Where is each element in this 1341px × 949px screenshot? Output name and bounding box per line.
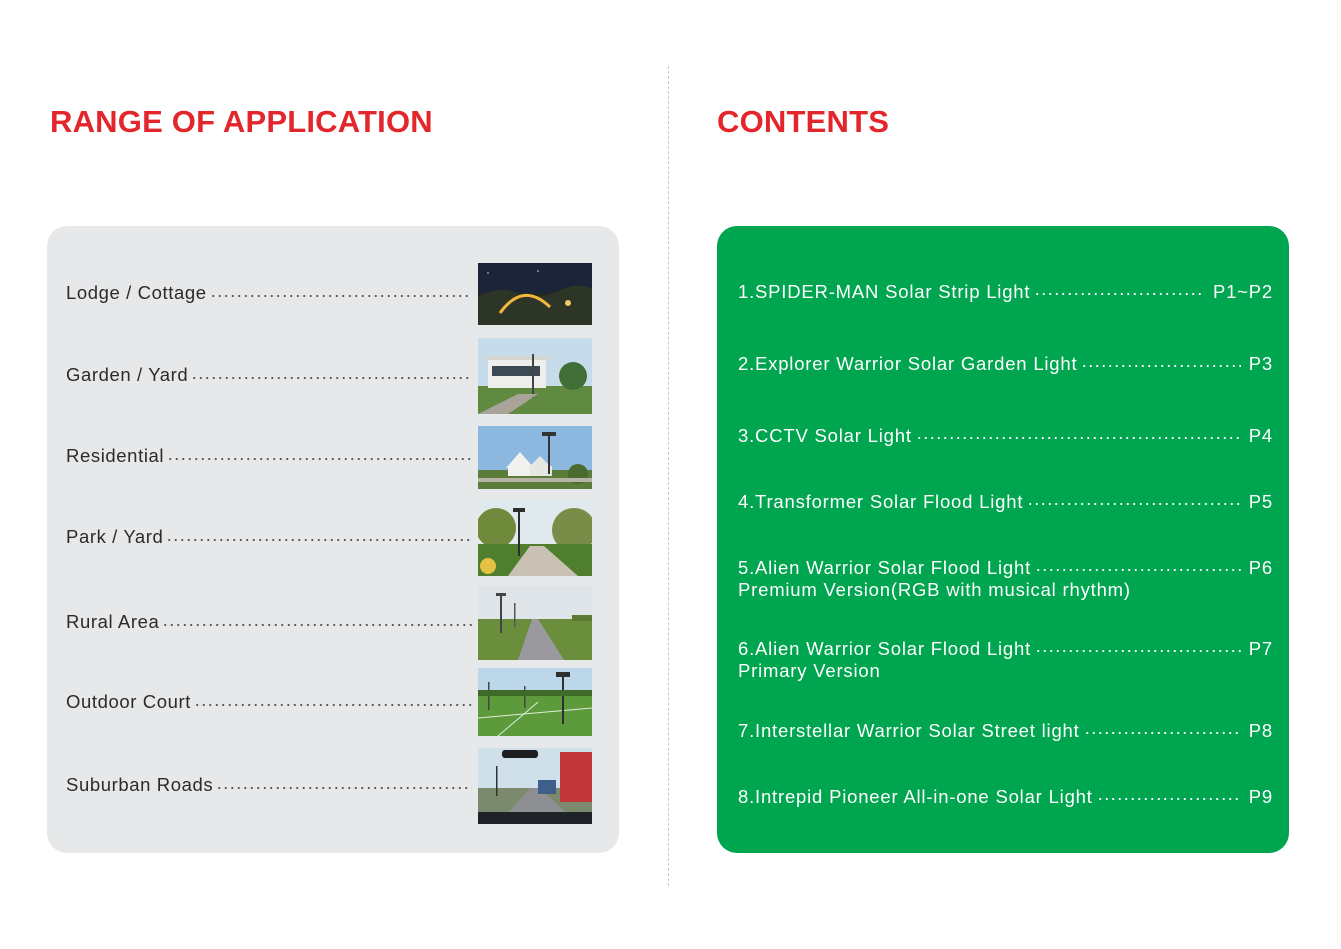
dot-leader <box>1035 650 1241 652</box>
dot-leader <box>1084 732 1241 734</box>
application-label: Garden / Yard <box>66 364 189 385</box>
toc-page-number: P3 <box>1248 353 1273 374</box>
application-label: Rural Area <box>66 611 160 632</box>
dot-leader <box>167 458 472 460</box>
application-item-park <box>66 526 472 550</box>
toc-page-number: P8 <box>1248 720 1273 741</box>
dot-leader <box>194 704 472 706</box>
application-item-residential <box>66 445 472 469</box>
rural-road-photo <box>478 585 592 660</box>
dot-leader <box>1097 798 1241 800</box>
toc-title: 6.Alien Warrior Solar Flood Light <box>738 638 1032 659</box>
application-label: Suburban Roads <box>66 774 214 795</box>
outdoor-court-photo <box>478 668 592 736</box>
park-path-photo <box>478 500 592 576</box>
toc-page-number: P9 <box>1248 786 1273 807</box>
dot-leader <box>191 377 472 379</box>
dot-leader <box>916 437 1241 439</box>
suburban-road-photo <box>478 748 592 824</box>
toc-subtitle: Primary Version <box>738 660 881 681</box>
toc-title: 5.Alien Warrior Solar Flood Light <box>738 557 1032 578</box>
dot-leader <box>162 624 472 626</box>
toc-title: 4.Transformer Solar Flood Light <box>738 491 1024 512</box>
center-divider <box>668 66 669 886</box>
toc-subtitle: Premium Version(RGB with musical rhythm) <box>738 579 1131 600</box>
application-item-court <box>66 691 472 715</box>
application-item-garden <box>66 364 472 388</box>
application-label: Outdoor Court <box>66 691 192 712</box>
toc-item-5[interactable] <box>738 557 1273 601</box>
dot-leader <box>1035 569 1241 571</box>
application-item-rural <box>66 611 472 635</box>
contents-panel <box>717 226 1289 853</box>
toc-page-number: P7 <box>1248 638 1273 659</box>
toc-item-3[interactable] <box>738 425 1273 447</box>
dot-leader <box>216 787 472 789</box>
toc-title: 3.CCTV Solar Light <box>738 425 912 446</box>
dot-leader <box>210 295 472 297</box>
toc-page-number: P1~P2 <box>1212 281 1273 302</box>
application-label: Residential <box>66 445 165 466</box>
residential-photo <box>478 426 592 489</box>
garden-villa-photo <box>478 338 592 414</box>
application-item-suburban <box>66 774 472 798</box>
dot-leader <box>166 539 472 541</box>
toc-title: 8.Intrepid Pioneer All-in-one Solar Light <box>738 786 1093 807</box>
application-item-lodge <box>66 282 472 306</box>
toc-title: 7.Interstellar Warrior Solar Street light <box>738 720 1080 741</box>
toc-item-6[interactable] <box>738 638 1273 682</box>
toc-item-7[interactable] <box>738 720 1273 742</box>
toc-title: 1.SPIDER-MAN Solar Strip Light <box>738 281 1031 302</box>
toc-title: 2.Explorer Warrior Solar Garden Light <box>738 353 1078 374</box>
toc-page-number: P5 <box>1248 491 1273 512</box>
application-label: Lodge / Cottage <box>66 282 207 303</box>
dot-leader <box>1027 503 1240 505</box>
toc-item-2[interactable] <box>738 353 1273 375</box>
dot-leader <box>1081 365 1240 367</box>
range-of-application-heading: RANGE OF APPLICATION <box>50 104 433 139</box>
toc-item-4[interactable] <box>738 491 1273 513</box>
lodge-night-photo <box>478 263 592 325</box>
toc-page-number: P6 <box>1248 557 1273 578</box>
toc-item-1[interactable] <box>738 281 1273 303</box>
toc-item-8[interactable] <box>738 786 1273 808</box>
dot-leader <box>1034 293 1205 295</box>
application-label: Park / Yard <box>66 526 164 547</box>
contents-heading: CONTENTS <box>717 104 890 139</box>
toc-page-number: P4 <box>1248 425 1273 446</box>
